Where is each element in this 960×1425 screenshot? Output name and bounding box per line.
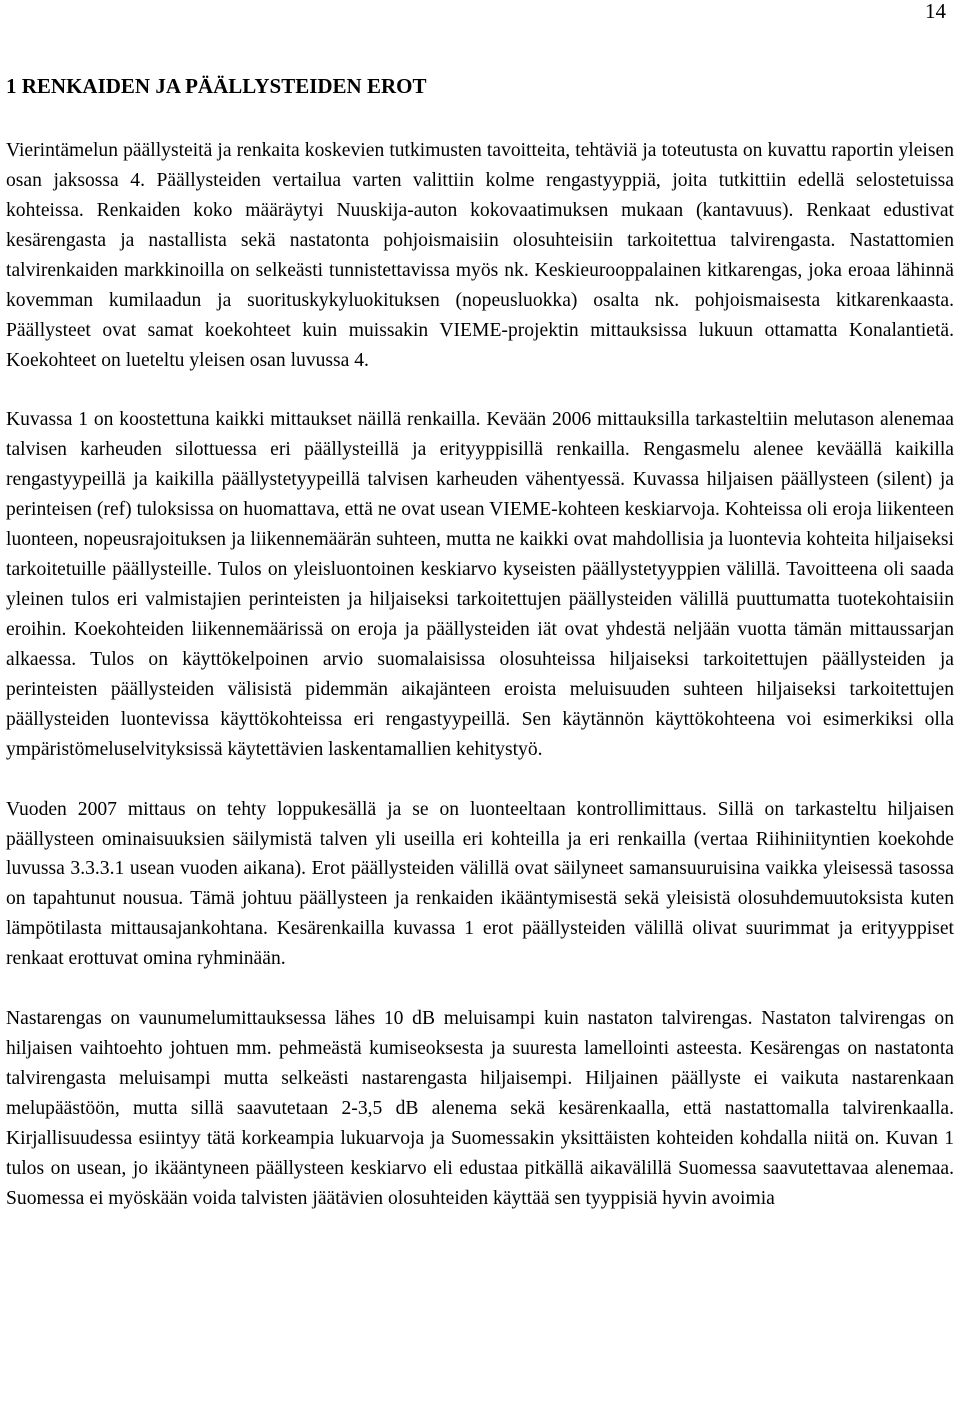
paragraph-measurements: Kuvassa 1 on koostettuna kaikki mittaukset näillä renkailla. Kevään 2006 mittauksilla tarkasteltiin melutason alenemaa talvisen karheuden silottuessa eri päällysteillä ja erityyppisillä renkailla. Rengasmelu alenee keväällä kaikilla rengastyypeillä ja kaikilla päällystetyypeillä talvisen karheuden vähentyessä. Kuvassa hiljaisen päällysteen (silent) ja perinteisen (ref) tuloksissa on huomattava, että ne ovat usean VIEME-kohteen keskiarvoja. Kohteissa oli eroja liikenteen luonteen, nopeusrajoituksen ja liikennemäärän suhteen, mutta ne kaikki ovat mahdollisia ja luontevia kohteita hiljaiseksi tarkoitetuille päällysteille. Tulos on yleisluontoinen keskiarvo kyseisten päällystetyyppien välillä. Tavoitteena oli saada yleinen tulos eri valmistajien perinteisten ja hiljaiseksi tarkoitettujen päällysteiden välillä puuttumatta tuotekohtaisiin eroihin. Koekohteiden liikennemäärissä on eroja ja päällysteiden iät ovat yhdestä neljään vuotta tämän mittaussarjan alkaessa. Tulos on käyttökelpoinen arvio suomalaisissa olosuhteissa hiljaiseksi tarkoitettujen päällysteiden ja perinteisten päällysteiden välisistä pidemmän aikajänteen eroista meluisuuden suhteen hiljaiseksi tarkoitettujen päällysteiden luontevissa käyttökohteissa eri rengastyypeillä. Sen käytännön käyttökohteena voi esimerkiksi olla ympäristömeluselvityksissä käytettävien laskentamallien kehitystyö. [6,409,954,760]
paragraph-studded-tyre: Nastarengas on vaunumelumittauksessa lähes 10 dB meluisampi kuin nastaton talvirengas. Nastaton talvirengas on hiljaisen vaihtoehto johtuen mm. pehmeästä kumiseoksesta ja suuresta lamellointi asteesta. Kesärengas on nastatonta talvirengasta meluisampi mutta selkeästi nastarengasta hiljaisempi. Hiljainen päällyste ei vaikuta nastarenkaan melupäästöön, mutta sillä saavutetaan 2-3,5 dB alenema sekä kesärenkaalla, että nastattomalla talvirenkaalla. Kirjallisuudessa esiintyy tätä korkeampia lukuarvoja ja Suomessakin yksittäisten kohteiden kohdalla niitä on. Kuvan 1 tulos on usean, jo ikääntyneen päällysteen keskiarvo eli edustaa pitkällä aikavälillä Suomessa saavutettavaa alenemaa. Suomessa ei myöskään voida talvisten jäätävien olosuhteiden käyttää sen tyyppisiä hyvin avoimia [6,1008,954,1209]
paragraph-2007-measurement: Vuoden 2007 mittaus on tehty loppukesällä ja se on luonteeltaan kontrollimittaus. Sillä on tarkasteltu hiljaisen päällysteen ominaisuuksien säilymistä talven yli useilla eri kohteilla ja eri renkailla (vertaa Riihiniityntien koekohde luvussa 3.3.3.1 usean vuoden aikana). Erot päällysteiden välillä ovat säilyneet samansuuruisina vaikka yleisessä tasossa on tapahtunut nousua. Tämä johtuu päällysteen ja renkaiden ikääntymisestä sekä yleisistä olosuhdemuutoksista kuten lämpötilasta mittausajankohtana. Kesärenkailla kuvassa 1 erot päällysteiden välillä olivat suurimmat ja erityyppiset renkaat erottuvat omina ryhminään. [6,798,954,970]
paragraph-intro: Vierintämelun päällysteitä ja renkaita koskevien tutkimusten tavoitteita, tehtäviä ja toteutusta on kuvattu raportin yleisen osan jaksossa 4. Päällysteiden vertailua varten valittiin kolme rengastyyppiä, joita tutkittiin edellä selostetuissa kohteissa. Renkaiden koko määräytyi Nuuskija-auton kokovaatimuksen mukaan (kantavuus). Renkaat edustivat kesärengasta ja nastallista sekä nastatonta pohjoismaisiin olosuhteisiin tarkoitettua talvirengasta. Nastattomien talvirenkaiden markkinoilla on selkeästi tunnistettavissa myös nk. Keskieurooppalainen kitkarengas, joka eroaa lähinnä kovemman kumilaadun ja suorituskykyluokituksen (nopeusluokka) osalta nk. pohjoismaisesta kitkarenkaasta. Päällysteet ovat samat koekohteet kuin muissakin VIEME-projektin mittauksissa lukuun ottamatta Konalantietä. Koekohteet on lueteltu yleisen osan luvussa 4. [6,140,954,371]
page-number: 14 [925,0,946,23]
body-text [6,136,954,1214]
section-heading: 1 RENKAIDEN JA PÄÄLLYSTEIDEN EROT [6,74,427,98]
